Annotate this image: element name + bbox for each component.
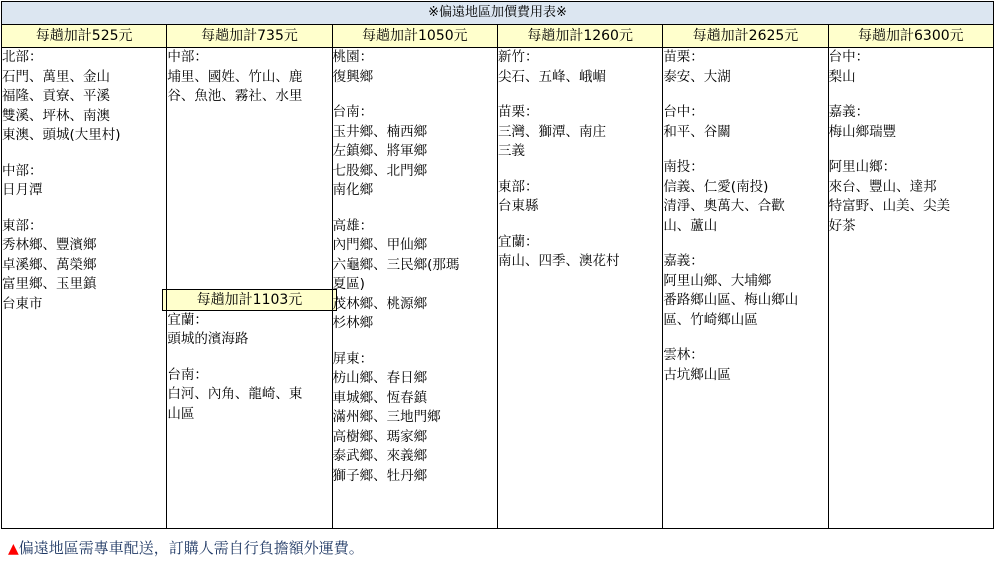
area-group-label: 東部：: [2, 217, 43, 234]
area-group-label: 東部：: [497, 178, 539, 195]
area-group-label: 屏東：: [332, 350, 374, 367]
area-line: 玉井鄉、楠西鄉: [332, 123, 428, 140]
area-line: 夏區): [332, 276, 365, 292]
area-line: 古坑鄉山區: [663, 366, 731, 383]
area-line: 白河、內角、龍崎、東: [167, 386, 303, 402]
area-group: [2, 162, 166, 201]
area-group-label: 苗栗：: [497, 104, 539, 120]
area-line: 福隆、貢寮、平溪: [2, 88, 110, 104]
area-line: 梅山鄉瑞豐: [828, 123, 897, 140]
area-line: 獅子鄉、牡丹鄉: [332, 467, 428, 484]
area-line: 秀林鄉、豐濱鄉: [2, 237, 97, 253]
area-line: 山、蘆山: [663, 217, 718, 234]
area-line: 左鎮鄉、將軍鄉: [332, 143, 428, 159]
area-line: 台東縣: [497, 198, 539, 214]
column-body-1050: [332, 48, 497, 529]
area-line: 區、竹崎鄉山區: [663, 311, 758, 328]
area-group-label: 北部：: [2, 49, 43, 65]
sub-column-header-1103: 每趟加計1103元: [162, 289, 336, 311]
area-line: 三義: [497, 143, 525, 159]
remote-area-surcharge-table: [1, 1, 994, 529]
column-header-1050: 每趟加計1050元: [332, 25, 497, 48]
spacer: [167, 107, 331, 289]
area-group-label: 苗栗：: [663, 49, 704, 65]
area-line: 台東市: [2, 295, 43, 312]
area-group: [2, 48, 166, 146]
area-line: 茂林鄉、桃源鄉: [332, 295, 428, 312]
area-line: 南山、四季、澳花村: [497, 253, 620, 269]
area-line: 杉林鄉: [332, 315, 374, 331]
area-group: [663, 346, 827, 385]
area-group: [663, 48, 827, 87]
footer-note-text: 偏遠地區需專車配送，訂購人需自行負擔額外運費。: [18, 539, 364, 557]
area-line: 尖石、五峰、峨嵋: [497, 68, 606, 85]
area-line: 日月潭: [2, 182, 43, 198]
column-header-1260: 每趟加計1260元: [497, 25, 662, 48]
area-line: 來台、豐山、達邦: [828, 178, 937, 195]
area-group: [333, 217, 497, 334]
column-body-525: [2, 48, 167, 529]
area-line: 清淨、奧萬大、合歡: [663, 198, 785, 214]
area-group-label: 雲林：: [663, 347, 704, 363]
area-group: [167, 311, 331, 350]
area-line: 雙溪、坪林、南澳: [2, 107, 110, 124]
area-group: [498, 178, 662, 217]
column-header-525: 每趟加計525元: [2, 25, 167, 48]
area-line: 泰武鄉、來義鄉: [332, 448, 428, 464]
area-line: 枋山鄉、春日鄉: [332, 370, 428, 386]
area-line: 石門、萬里、金山: [2, 68, 110, 85]
area-line: 六龜鄉、三民鄉(那瑪: [332, 256, 460, 273]
column-body-6300: [828, 48, 993, 529]
area-group-label: 桃園：: [332, 49, 374, 65]
area-line: 和平、谷關: [663, 123, 731, 140]
area-group: [663, 158, 827, 236]
area-line: 內門鄉、甲仙鄉: [332, 237, 428, 253]
area-line: 阿里山鄉、大埔鄉: [663, 272, 772, 289]
fee-table-page: [0, 1, 995, 567]
area-group-label: 宜蘭：: [167, 311, 208, 328]
area-line: 富里鄉、玉里鎮: [2, 276, 97, 292]
area-line: 番路鄉山區、梅山鄉山: [663, 292, 799, 308]
warning-triangle-icon: ▲: [8, 541, 19, 557]
area-line: 東澳、頭城(大里村): [2, 127, 121, 143]
area-group: [663, 252, 827, 330]
area-group-label: 宜蘭：: [497, 233, 539, 250]
area-line: 頭城的濱海路: [167, 331, 249, 347]
area-line: 復興鄉: [332, 68, 374, 85]
column-header-6300: 每趟加計6300元: [828, 25, 993, 48]
table-body-row: [2, 48, 994, 529]
area-group: [663, 103, 827, 142]
area-group: [333, 350, 497, 487]
area-group: [2, 217, 166, 315]
area-group-label: 高雄：: [332, 217, 374, 234]
area-group: [167, 48, 331, 107]
column-header-2625: 每趟加計2625元: [663, 25, 828, 48]
area-line: 七股鄉、北門鄉: [332, 162, 428, 179]
area-group: [333, 48, 497, 87]
area-group-label: 台南：: [167, 366, 208, 383]
area-group: [333, 103, 497, 201]
column-header-735: 每趟加計735元: [167, 25, 332, 48]
area-group-label: 台南：: [332, 104, 374, 120]
area-line: 三灣、獅潭、南庄: [497, 123, 606, 140]
area-line: 南化鄉: [332, 182, 374, 198]
area-group-label: 南投：: [663, 159, 704, 175]
area-group: [498, 233, 662, 272]
area-group: [829, 158, 993, 236]
area-group: [167, 366, 331, 425]
area-line: 卓溪鄉、萬榮鄉: [2, 256, 97, 273]
area-group: [498, 48, 662, 87]
page-title: ※偏遠地區加價費用表※: [2, 2, 994, 25]
area-line: 特富野、山美、尖美: [828, 198, 951, 214]
column-body-735: [167, 48, 332, 529]
column-body-2625: [663, 48, 828, 529]
area-group-label: 中部：: [167, 49, 208, 65]
area-line: 滿州鄉、三地門鄉: [332, 409, 441, 425]
area-line: 梨山: [828, 68, 856, 85]
area-group-label: 新竹：: [497, 49, 539, 65]
area-line: 谷、魚池、霧社、水里: [167, 88, 303, 104]
column-body-1260: [497, 48, 662, 529]
area-line: 高樹鄉、瑪家鄉: [332, 428, 428, 445]
area-line: 泰安、大湖: [663, 68, 731, 85]
area-group: [498, 103, 662, 162]
area-line: 信義、仁愛(南投): [663, 178, 769, 195]
footer-note: [8, 538, 364, 559]
area-group-label: 中部：: [2, 162, 43, 179]
area-line: 山區: [167, 405, 195, 422]
area-line: 埔里、國姓、竹山、鹿: [167, 68, 303, 85]
area-group: [829, 48, 993, 87]
table-header-row: [2, 25, 994, 48]
area-line: 好茶: [828, 217, 856, 234]
area-group-label: 嘉義：: [663, 253, 704, 269]
area-group-label: 嘉義：: [828, 104, 870, 120]
area-group-label: 台中：: [828, 49, 870, 65]
area-line: 車城鄉、恆春鎮: [332, 389, 428, 406]
area-group-label: 台中：: [663, 104, 704, 120]
table-title-row: [2, 2, 994, 25]
area-group-label: 阿里山鄉：: [828, 159, 897, 175]
area-group: [829, 103, 993, 142]
